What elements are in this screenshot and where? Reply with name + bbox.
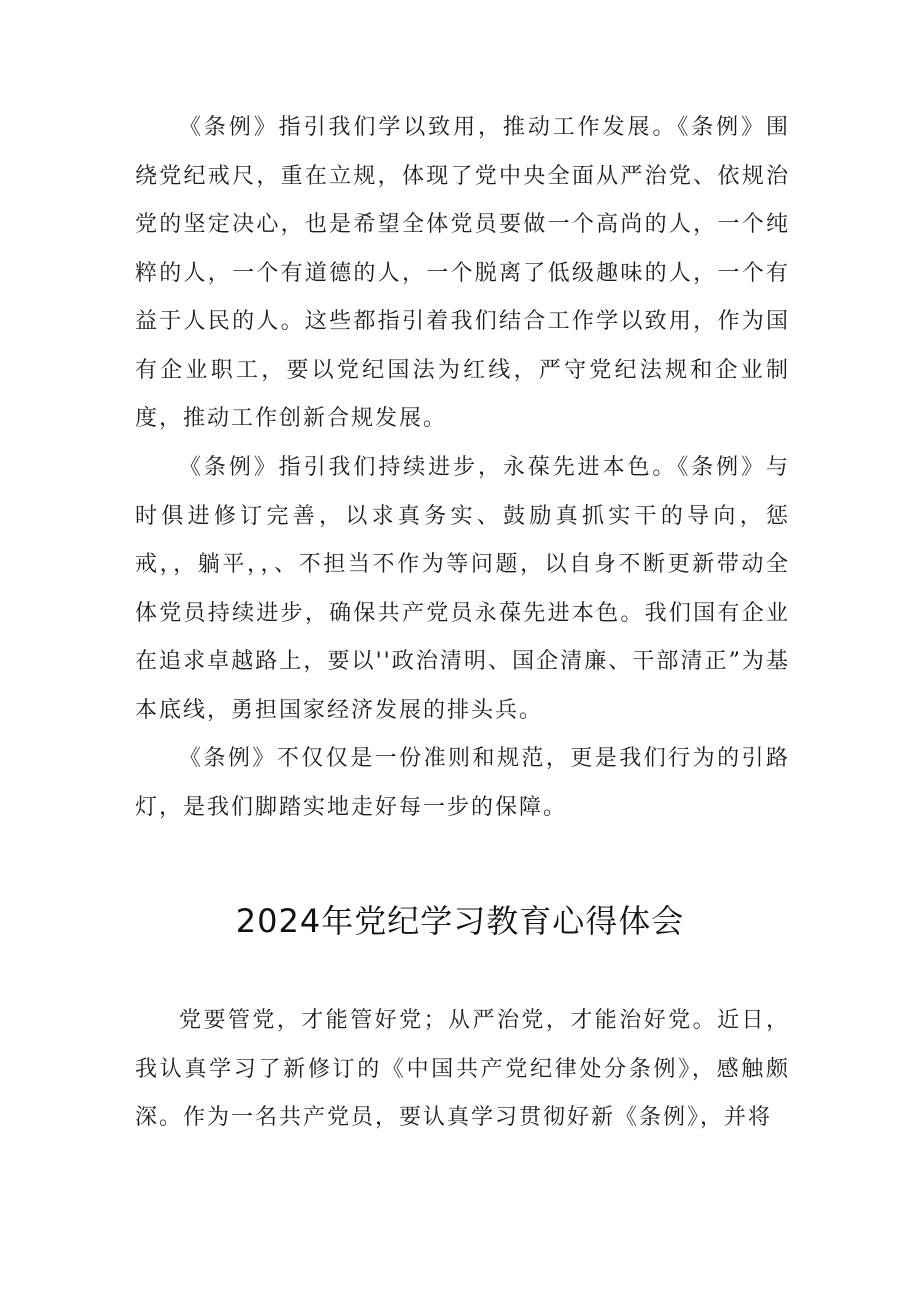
paragraph-party-discipline-intro: 党要管党，才能管好党；从严治党，才能治好党。近日，我认真学习了新修订的《中国共产党纪律处分条例》，感触颇深。作为一名共产党员，要认真学习贯彻好新《条例》，并将 <box>135 1008 790 1130</box>
paragraph-regulations-apply-learning: 《条例》指引我们学以致用，推动工作发展。《条例》围绕党纪戒尺，重在立规，体现了党中央全面从严治党、依规治党的坚定决心，也是希望全体党员要做一个高尚的人，一个纯粹的人，一个有道德的人，一个脱离了低级趣味的人，一个有益于人民的人。这些都指引着我们结合工作学以致用，作为国有企业职工，要以党纪国法为红线，严守党纪法规和企业制度，推动工作创新合规发展。 <box>135 115 790 431</box>
paragraph-regulations-continuous-progress: 《条例》指引我们持续进步，永葆先进本色。《条例》与时俱进修订完善，以求真务实、鼓励真抓实干的导向，惩戒，，躺平，，、不担当不作为等问题，以自身不断更新带动全体党员持续进步，确保共产党员永葆先进本色。我们国有企业在追求卓越路上，要以''政治清明、国企清廉、干部清正”为基本底线，勇担国家经济发展的排头兵。 <box>135 455 790 723</box>
paragraph-regulations-guiding-light: 《条例》不仅仅是一份准则和规范，更是我们行为的引路灯，是我们脚踏实地走好每一步的保障。 <box>135 746 790 820</box>
section-heading: 2024年党纪学习教育心得体会 <box>235 902 685 940</box>
